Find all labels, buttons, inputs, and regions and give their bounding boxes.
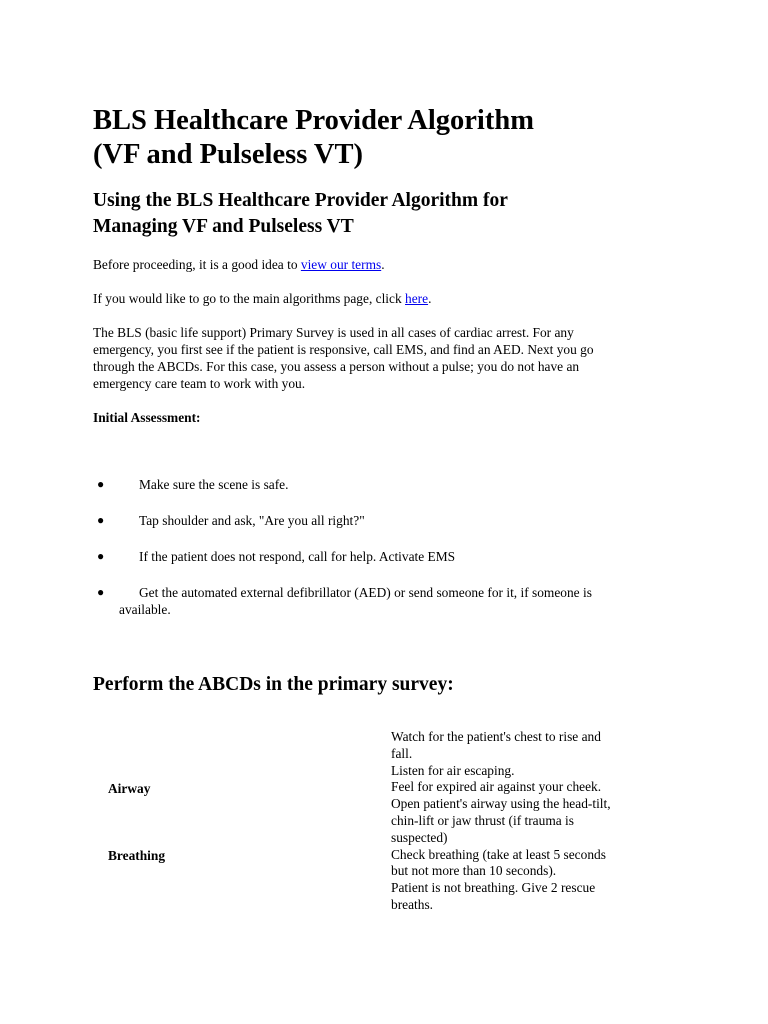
description-line: breaths. [391,896,434,912]
description-line: Open patient's airway using the head-tilt, [391,796,611,812]
description-line: suspected) [391,829,448,845]
algorithms-prefix: If you would like to go to the main algorithms page, click [93,291,406,306]
list-item [93,476,683,493]
algorithms-paragraph [93,290,431,307]
description-line: Patient is not breathing. Give 2 rescue [391,880,596,896]
algorithms-here-link[interactable]: here [405,291,429,306]
list-item [93,512,683,529]
subtitle-line-2: Managing VF and Pulseless VT [93,216,354,237]
breathing-label: Breathing [108,848,166,863]
description-line: Listen for air escaping. [391,762,515,778]
description-line: chin-lift or jaw thrust (if trauma is [391,812,574,828]
list-item [93,584,683,618]
terms-prefix: Before proceeding, it is a good idea to [93,257,301,272]
list-item-text-continued: available. [119,602,171,617]
description-line: fall. [391,745,413,761]
abcd-description-cell [391,729,653,914]
view-terms-link[interactable]: view our terms [300,257,382,272]
description-line: Check breathing (take at least 5 seconds [391,846,606,862]
title-line-2: (VF and Pulseless VT) [93,139,363,170]
algorithms-suffix: . [428,291,432,306]
list-item-text: Make sure the scene is safe. [139,477,289,492]
description-line: Feel for expired air against your cheek. [391,779,602,795]
title-line-1: BLS Healthcare Provider Algorithm [93,105,534,136]
description-line: Watch for the patient's chest to rise and [391,729,601,744]
subtitle-line-1: Using the BLS Healthcare Provider Algorithm for [93,190,508,211]
page-subtitle [93,188,713,240]
abcd-section-heading: Perform the ABCDs in the primary survey: [93,674,454,695]
intro-line: emergency care team to work with you. [93,376,306,391]
terms-paragraph [93,256,385,273]
bullet-icon: ● [97,477,105,491]
assessment-list [93,476,683,637]
list-item [93,548,683,565]
intro-line: The BLS (basic life support) Primary Survey is used in all cases of cardiac arrest. For any [93,325,574,340]
intro-paragraph [93,324,673,392]
intro-line: through the ABCDs. For this case, you assess a person without a pulse; you do not have an [93,359,580,374]
bullet-icon: ● [97,585,105,599]
initial-assessment-heading: Initial Assessment: [93,410,201,425]
airway-label: Airway [108,781,151,796]
bullet-icon: ● [97,549,105,563]
list-item-text: Tap shoulder and ask, "Are you all right?" [139,513,365,528]
description-line: but not more than 10 seconds). [391,863,557,879]
page-title [93,104,713,172]
list-item-text: If the patient does not respond, call for help. Activate EMS [139,549,456,564]
bullet-icon: ● [97,513,105,527]
intro-line: emergency, you first see if the patient is responsive, call EMS, and find an AED. Next you go [93,342,594,357]
list-item-text: Get the automated external defibrillator (AED) or send someone for it, if someone is [139,585,592,600]
terms-suffix: . [381,257,385,272]
